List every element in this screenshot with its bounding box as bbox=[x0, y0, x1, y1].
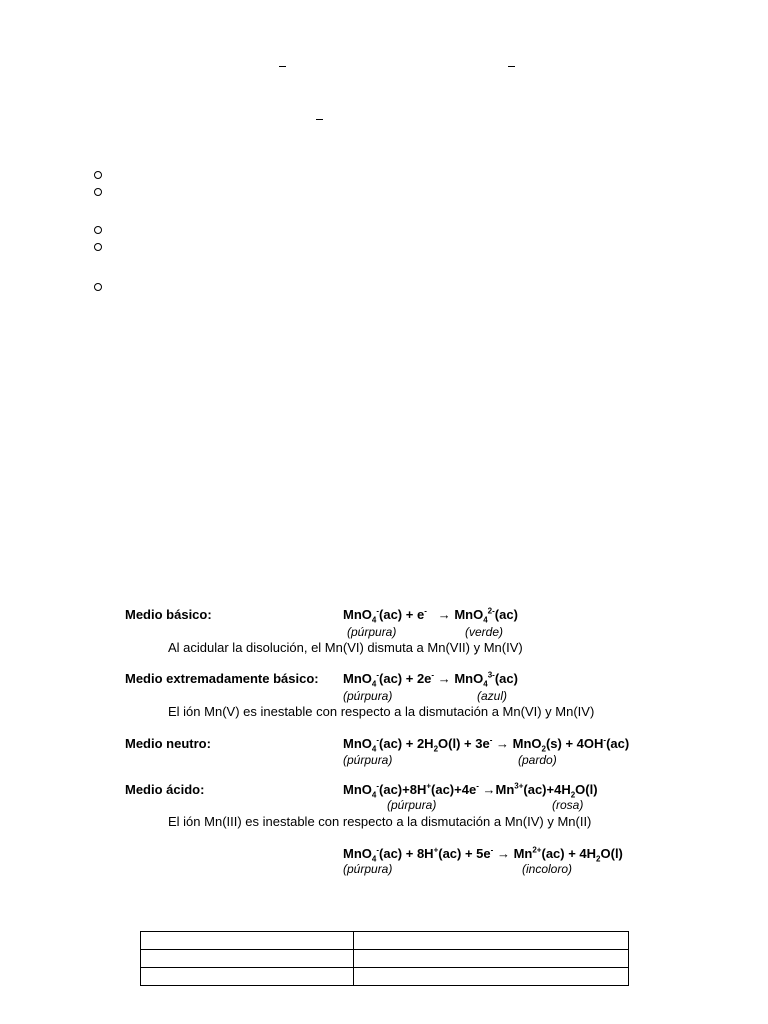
list-bullet-1 bbox=[94, 171, 102, 179]
medio-basico-label: Medio básico: bbox=[125, 607, 212, 622]
table-row bbox=[141, 932, 629, 950]
medio-acido-label: Medio ácido: bbox=[125, 782, 205, 797]
medio-acido-equation-2: $MnO_4^-(ac) + 8H^+(ac) + 5e^- \to Mn^{2+}(ac) + 4H_2O(l)$ bbox=[343, 845, 623, 864]
overline-mark-2 bbox=[508, 66, 515, 67]
medio-acido-2-color-left: (púrpura) bbox=[343, 862, 393, 876]
medio-acido-color-left: (púrpura) bbox=[387, 798, 437, 812]
overline-mark-1 bbox=[279, 66, 286, 67]
table-cell bbox=[141, 932, 354, 950]
medio-extremadamente-basico-label: Medio extremadamente básico: bbox=[125, 671, 319, 686]
table-cell bbox=[354, 950, 629, 968]
medio-neutro-equation: $MnO_4^-(ac) + 2H_2O(l) + 3e^- \to MnO_2(s) + 4OH^-(ac)$ bbox=[343, 735, 630, 754]
medio-extremadamente-color-right: (azul) bbox=[477, 689, 508, 703]
list-bullet-2 bbox=[94, 188, 102, 196]
table-row bbox=[141, 950, 629, 968]
table-row bbox=[141, 968, 629, 986]
medio-acido-note: El ión Mn(III) es inestable con respecto a la dismutación a Mn(IV) y Mn(II) bbox=[168, 814, 592, 829]
medio-extremadamente-basico-equation: MnO$_4$-(ac) + 2e- → MnO$_4^{3-}$(ac) bbox=[343, 670, 518, 689]
medio-acido-color-right: (rosa) bbox=[552, 798, 584, 812]
medio-basico-color-right: (verde) bbox=[465, 625, 504, 639]
medio-acido-equation: $MnO_4^-(ac)+8H^+(ac)+4e^- \to Mn^{3+}(ac)+4H_2O(l)$ bbox=[343, 781, 598, 800]
table-cell bbox=[141, 950, 354, 968]
medio-neutro-label: Medio neutro: bbox=[125, 736, 211, 751]
overline-mark-3 bbox=[316, 119, 323, 120]
table-cell bbox=[141, 968, 354, 986]
list-bullet-3 bbox=[94, 226, 102, 234]
medio-neutro-color-right: (pardo) bbox=[518, 753, 557, 767]
table-cell bbox=[354, 968, 629, 986]
medio-basico-color-left: (púrpura) bbox=[347, 625, 397, 639]
medio-extremadamente-note: El ión Mn(V) es inestable con respecto a la dismutación a Mn(VI) y Mn(IV) bbox=[168, 704, 595, 719]
empty-table bbox=[140, 931, 629, 986]
table-cell bbox=[354, 932, 629, 950]
medio-basico-note: Al acidular la disolución, el Mn(VI) dismuta a Mn(VII) y Mn(IV) bbox=[168, 640, 523, 655]
medio-extremadamente-color-left: (púrpura) bbox=[343, 689, 393, 703]
list-bullet-5 bbox=[94, 283, 102, 291]
medio-basico-equation: MnO$_4$-(ac) + e- → MnO$_4^{2-}$(ac) bbox=[343, 606, 518, 625]
list-bullet-4 bbox=[94, 243, 102, 251]
medio-acido-2-color-right: (incoloro) bbox=[522, 862, 573, 876]
medio-neutro-color-left: (púrpura) bbox=[343, 753, 393, 767]
